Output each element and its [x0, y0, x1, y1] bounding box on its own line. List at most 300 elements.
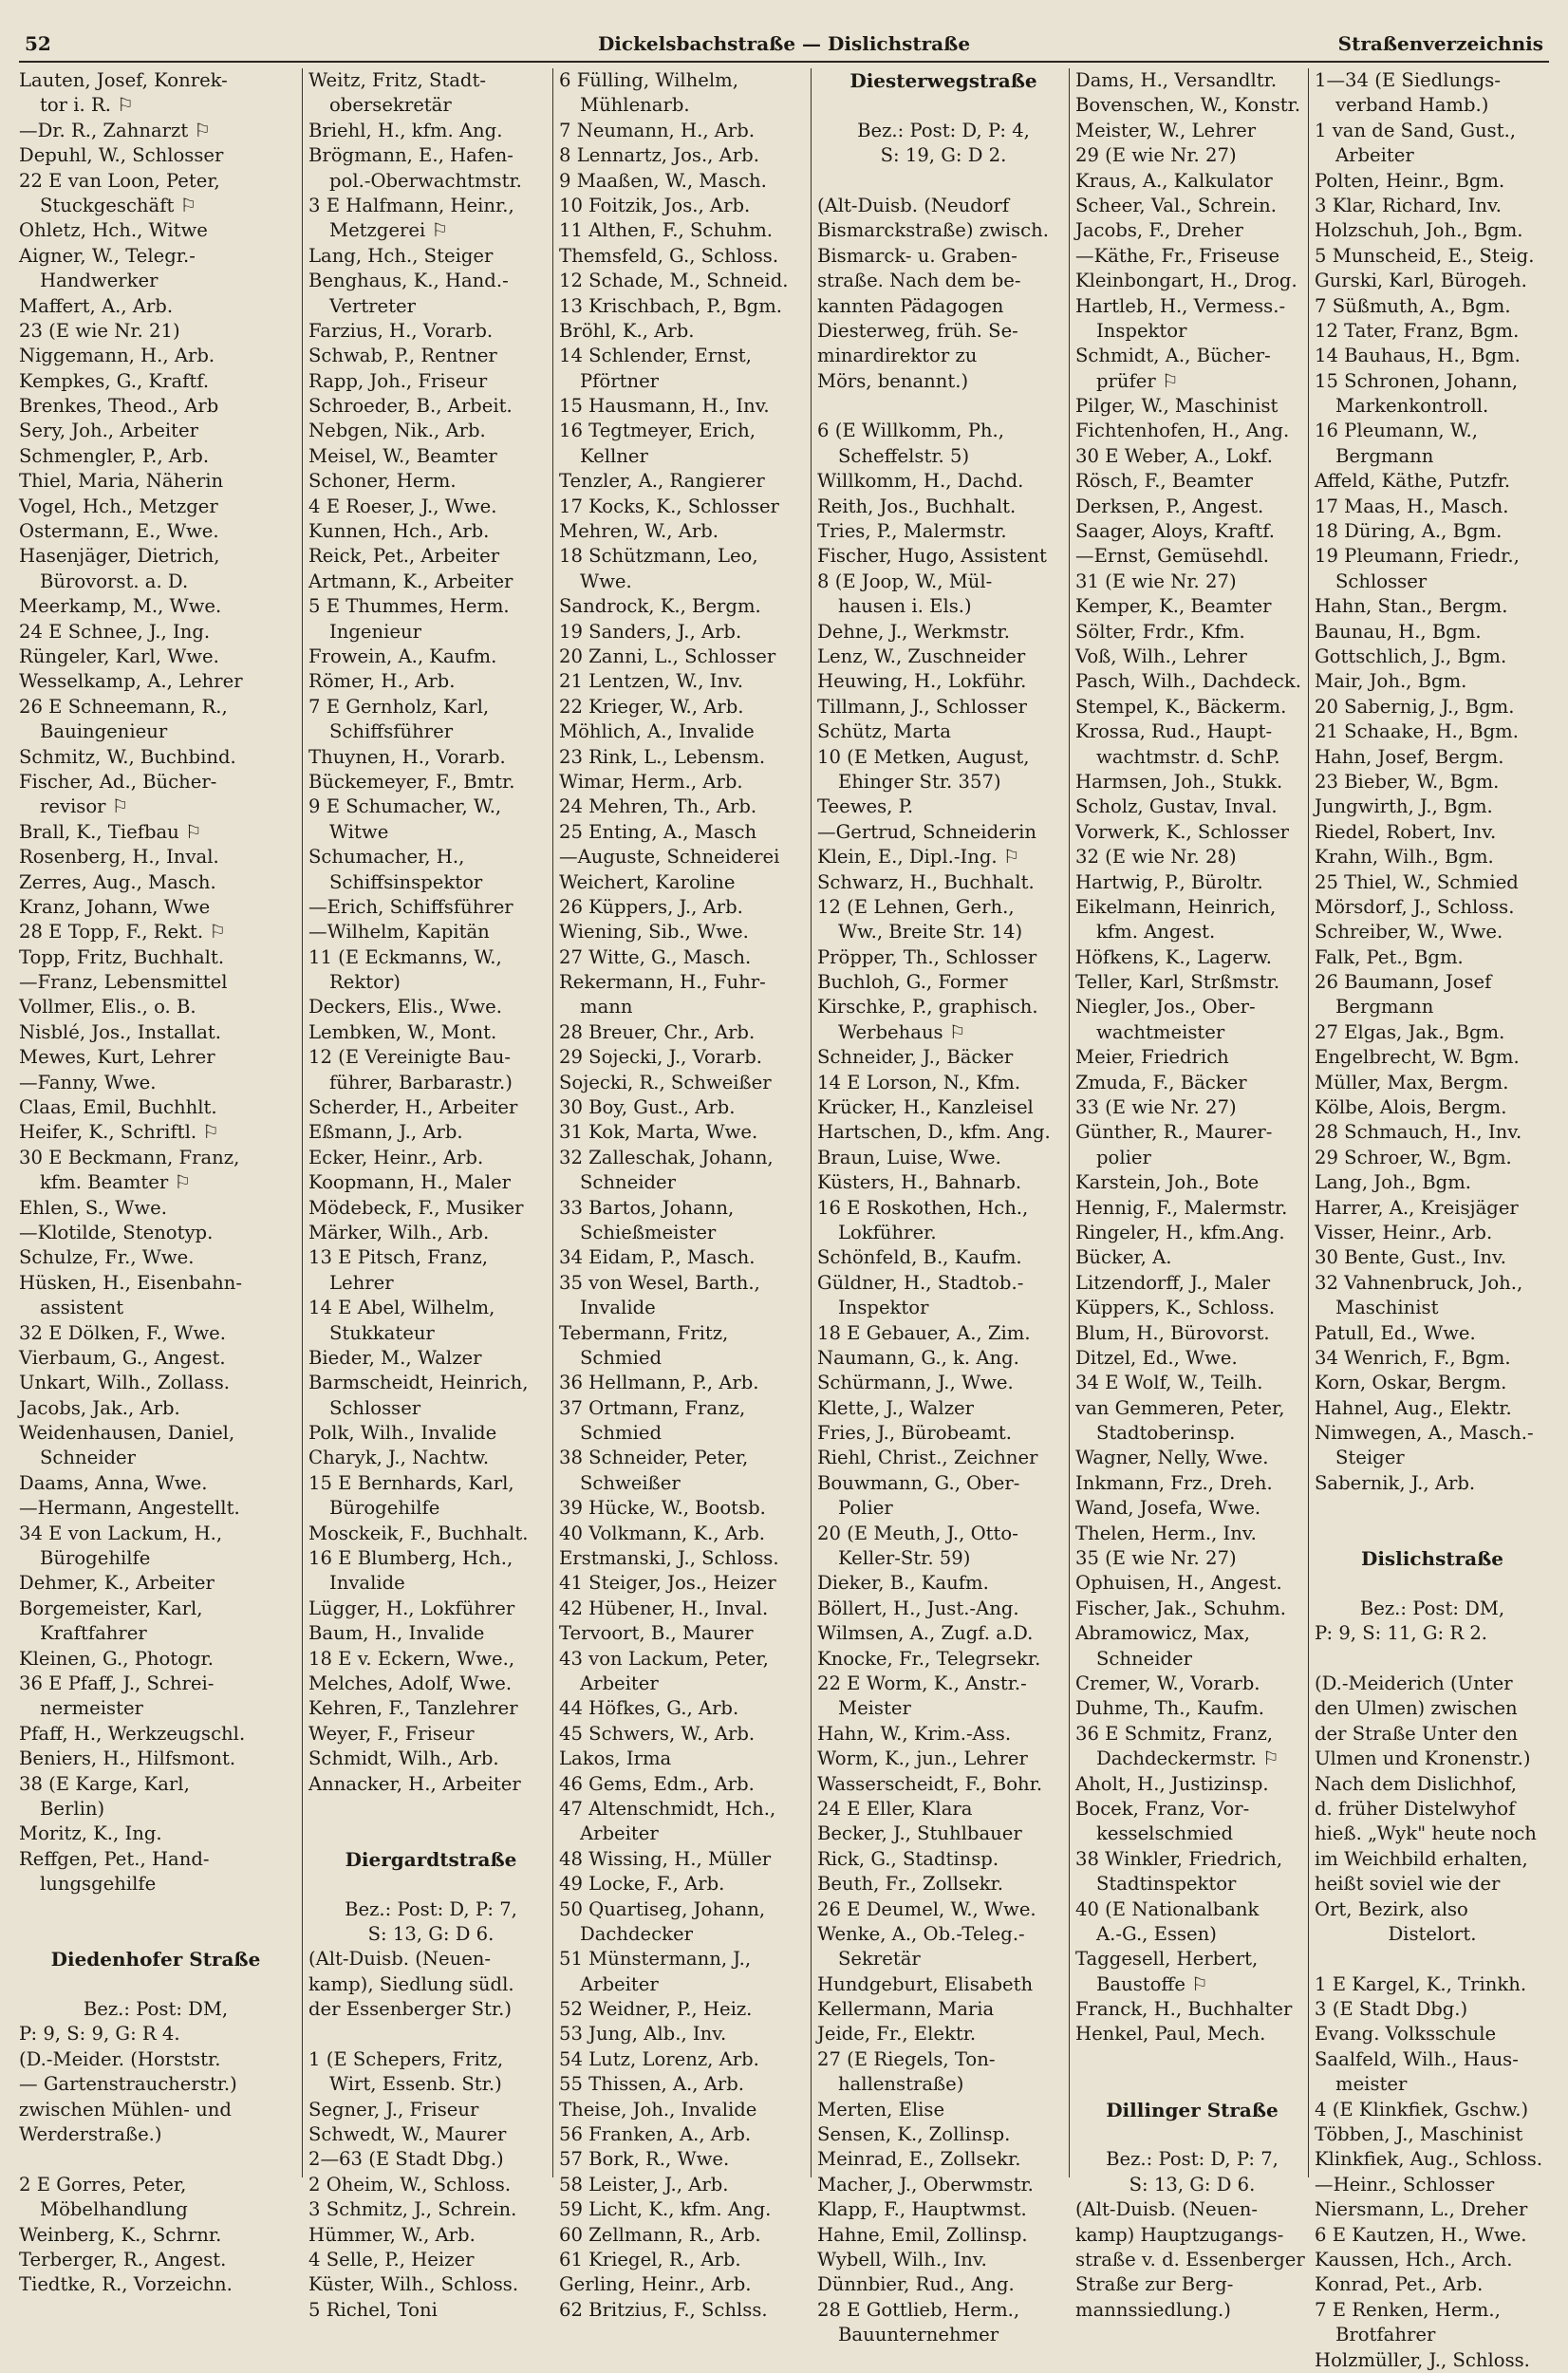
entry-line: Mörs, benannt.) — [817, 369, 969, 392]
entry-line: 1 E Kargel, K., Trinkh. — [1315, 1972, 1527, 1995]
entry-line: Artmann, K., Arbeiter — [308, 570, 513, 592]
entry-line: Eikelmann, Heinrich, — [1075, 895, 1277, 918]
entry-line: straße. Nach dem be- — [817, 270, 1021, 292]
spacer — [308, 1797, 553, 1822]
entry-continuation: obersekretär — [329, 94, 452, 117]
entry-line: Vogel, Hch., Metzger — [19, 495, 218, 517]
entry-line: 9 Maaßen, W., Masch. — [559, 169, 767, 192]
entry-line: 56 Franken, A., Arb. — [559, 2123, 752, 2146]
entry-line: 46 Gems, Edm., Arb. — [559, 1772, 755, 1795]
entry-line: 33 (E wie Nr. 27) — [1075, 1096, 1237, 1119]
entry-line: Erstmanski, J., Schloss. — [559, 1547, 779, 1570]
entry-line: minardirektor zu — [817, 345, 978, 367]
entry-line: Sery, Joh., Arbeiter — [19, 420, 199, 442]
entry-line: 30 E Weber, A., Lokf. — [1075, 444, 1273, 467]
entry-line: 36 E Schmitz, Franz, — [1075, 1722, 1274, 1745]
entry-line: 7 Süßmuth, A., Bgm. — [1315, 294, 1511, 317]
entry-line: 23 (E wie Nr. 21) — [19, 319, 180, 342]
entry-line: 28 Breuer, Chr., Arb. — [559, 1020, 756, 1043]
entry-continuation: Schmied — [580, 1346, 663, 1369]
entry-line: Farzius, H., Vorarb. — [308, 319, 494, 342]
entry-line: 8 Lennartz, Jos., Arb. — [559, 144, 759, 167]
entry-line: Bez.: Post: D, P: 7, — [345, 1897, 517, 1920]
entry-line: Kranz, Johann, Wwe — [19, 895, 211, 918]
entry-continuation: Maschinist — [1335, 1297, 1439, 1319]
entry-line: Macher, J., Oberwmstr. — [817, 2173, 1034, 2195]
entry-line: Schmidt, Wilh., Arb. — [308, 1747, 499, 1770]
entry-line: 35 von Wesel, Barth., — [559, 1271, 760, 1294]
entry-line: Klapp, F., Hauptwmst. — [817, 2198, 1027, 2221]
entry-line: Korn, Oskar, Bergm. — [1315, 1372, 1507, 1394]
entry-line: 36 Hellmann, P., Arb. — [559, 1372, 759, 1394]
entry-line: Franck, H., Buchhalter — [1075, 1998, 1293, 2021]
entry-line: 16 E Blumberg, Hch., — [308, 1547, 513, 1570]
entry-line: der Straße Unter den — [1315, 1722, 1518, 1745]
entry-line: Wimar, Herm., Arb. — [559, 770, 743, 793]
entry-line: 14 Schlender, Ernst, — [559, 345, 752, 367]
entry-line: Kunnen, Hch., Arb. — [308, 520, 490, 543]
entry-line: 12 (E Vereinigte Bau- — [308, 1046, 511, 1069]
entry-line: 38 (E Karge, Karl, — [19, 1772, 190, 1795]
entry-line: Hahn, Josef, Bergm. — [1315, 745, 1504, 768]
entry-continuation: Berlin) — [40, 1797, 105, 1820]
entry-line: 16 E Roskothen, Hch., — [817, 1196, 1029, 1219]
entry-line: 3 (E Stadt Dbg.) — [1315, 1998, 1468, 2021]
entry-line: Sabernik, J., Arb. — [1315, 1471, 1476, 1494]
entry-line: — Gartenstraucherstr.) — [19, 2073, 237, 2096]
entry-line: Mehren, W., Arb. — [559, 520, 719, 543]
entry-line: Wiening, Sib., Wwe. — [559, 921, 749, 944]
entry-line: Tervoort, B., Maurer — [559, 1622, 754, 1645]
entry-line: 29 Sojecki, J., Vorarb. — [559, 1046, 762, 1069]
entry-continuation: Lokführer. — [838, 1221, 937, 1243]
entry-line: 31 (E wie Nr. 27) — [1075, 570, 1237, 592]
entry-line: Höfkens, K., Lagerw. — [1075, 945, 1272, 968]
entry-line: Mair, Joh., Bgm. — [1315, 670, 1467, 693]
entry-line: Ulmen und Kronenstr.) — [1315, 1747, 1531, 1770]
entry-line: zwischen Mühlen- und — [19, 2098, 232, 2121]
spacer — [1315, 1522, 1550, 1546]
spacer — [1315, 1947, 1550, 1971]
entry-line: Schmengler, P., Arb. — [19, 444, 210, 467]
entry-line: Derksen, P., Angest. — [1075, 495, 1264, 517]
entry-continuation: wachtmstr. d. SchP. — [1096, 745, 1280, 768]
entry-continuation: Meister — [838, 1697, 911, 1720]
entry-line: 18 Düring, A., Bgm. — [1315, 520, 1503, 543]
entry-line: Aigner, W., Telegr.- — [19, 244, 196, 267]
entry-line: Cremer, W., Vorarb. — [1075, 1672, 1260, 1694]
entry-continuation: Schiffsführer — [329, 720, 454, 743]
entry-line: Wilmsen, A., Zugf. a.D. — [817, 1622, 1034, 1645]
entry-line: Kehren, F., Tanzlehrer — [308, 1697, 518, 1720]
street-heading: Dillinger Straße — [1106, 2098, 1279, 2121]
spacer — [1075, 2047, 1309, 2072]
entry-continuation: Wirt, Essenb. Str.) — [329, 2073, 502, 2096]
spacer — [1075, 2122, 1309, 2147]
entry-line: Schulze, Fr., Wwe. — [19, 1246, 195, 1269]
entry-line: 5 Richel, Toni — [308, 2298, 438, 2321]
entry-line: 60 Zellmann, R., Arb. — [559, 2223, 761, 2246]
entry-line: 54 Lutz, Lorenz, Arb. — [559, 2047, 759, 2070]
entry-line: 7 E Renken, Herm., — [1315, 2298, 1501, 2321]
entry-line: Claas, Emil, Buchhlt. — [19, 1096, 217, 1119]
entry-line: 20 (E Meuth, J., Otto- — [817, 1522, 1018, 1544]
entry-line: Segner, J., Friseur — [308, 2098, 479, 2121]
entry-line: 45 Schwers, W., Arb. — [559, 1722, 756, 1745]
entry-line: Reffgen, Pet., Hand- — [19, 1847, 210, 1870]
entry-line: Ehlen, S., Wwe. — [19, 1196, 168, 1219]
entry-line: (Alt-Duisb. (Neuen- — [308, 1948, 492, 1971]
entry-line: Teewes, P. — [817, 795, 914, 818]
entry-line: Polk, Wilh., Invalide — [308, 1422, 497, 1445]
entry-line: Küppers, K., Schloss. — [1075, 1297, 1276, 1319]
entry-line: Evang. Volksschule — [1315, 2023, 1497, 2046]
entry-line: Bückemeyer, F., Bmtr. — [308, 770, 515, 793]
entry-line: Schwarz, H., Buchhalt. — [817, 870, 1035, 893]
entry-continuation: Inspektor — [1096, 319, 1187, 342]
entry-continuation: Schweißer — [580, 1471, 681, 1494]
entry-line: Hümmer, W., Arb. — [308, 2223, 476, 2246]
entry-line: 14 E Lorson, N., Kfm. — [817, 1071, 1021, 1093]
entry-line: Bocek, Franz, Vor- — [1075, 1797, 1250, 1820]
entry-line: Lenz, W., Zuschneider — [817, 645, 1026, 667]
entry-line: Ort, Bezirk, also — [1315, 1897, 1468, 1920]
entry-line: 7 Neumann, H., Arb. — [559, 119, 756, 141]
entry-line: Koopmann, H., Maler — [308, 1171, 511, 1194]
entry-line: Mewes, Kurt, Lehrer — [19, 1046, 215, 1069]
entry-line: 38 Winkler, Friedrich, — [1075, 1847, 1283, 1870]
entry-line: Niggemann, H., Arb. — [19, 345, 215, 367]
entry-continuation: Arbeiter — [580, 1672, 659, 1694]
entry-line: Affeld, Käthe, Putzfr. — [1315, 470, 1511, 493]
entry-line: Böllert, H., Just.-Ang. — [817, 1597, 1019, 1619]
entry-continuation: Bürovorst. a. D. — [40, 570, 189, 592]
entry-line: Pilger, W., Maschinist — [1075, 395, 1279, 418]
entry-line: Blum, H., Bürovorst. — [1075, 1321, 1270, 1344]
entry-line: Schwab, P., Rentner — [308, 345, 497, 367]
entry-line: Baunau, H., Bgm. — [1315, 620, 1482, 643]
entry-continuation: meister — [1335, 2073, 1408, 2096]
entry-line: Lang, Hch., Steiger — [308, 244, 494, 267]
entry-line: hieß. „Wyk" heute noch — [1315, 1822, 1537, 1845]
entry-line: Visser, Heinr., Arb. — [1315, 1221, 1493, 1243]
entry-line: 19 Pleumann, Friedr., — [1315, 545, 1520, 568]
page-number: 52 — [25, 32, 51, 55]
entry-line: Fischer, Ad., Bücher- — [19, 770, 217, 793]
entry-continuation: verband Hamb.) — [1335, 94, 1489, 117]
entry-continuation: Witwe — [329, 820, 389, 843]
entry-line: Melches, Adolf, Wwe. — [308, 1672, 513, 1694]
entry-line: Henkel, Paul, Mech. — [1075, 2023, 1266, 2046]
entry-line: 21 Schaake, H., Bgm. — [1315, 720, 1519, 743]
entry-line: Daams, Anna, Wwe. — [19, 1471, 208, 1494]
entry-continuation: Dachdeckermstr. ⚐ — [1096, 1747, 1279, 1770]
entry-continuation: Schneider — [40, 1447, 137, 1469]
spacer — [1315, 1647, 1550, 1672]
entry-line: —Erich, Schiffsführer — [308, 895, 513, 918]
entry-line: Engelbrecht, W. Bgm. — [1315, 1046, 1520, 1069]
entry-line: im Weichbild erhalten, — [1315, 1847, 1528, 1870]
section-title: Straßenverzeichnis — [1337, 32, 1543, 55]
entry-line: Bismarckstraße) zwisch. — [817, 219, 1049, 242]
entry-line: Beniers, H., Hilfsmont. — [19, 1747, 236, 1770]
entry-line: 27 (E Riegels, Ton- — [817, 2047, 996, 2070]
entry-line: Harrer, A., Kreisjäger — [1315, 1196, 1519, 1219]
entry-line: Patull, Ed., Wwe. — [1315, 1321, 1476, 1344]
entry-line: (D.-Meiderich (Unter — [1315, 1672, 1513, 1694]
entry-line: Hartwig, P., Büroltr. — [1075, 870, 1263, 893]
entry-line: Nach dem Dislichhof, — [1315, 1772, 1517, 1795]
entry-line: Sensen, K., Zollinsp. — [817, 2123, 1011, 2146]
entry-line: Küster, Wilh., Schloss. — [308, 2273, 519, 2296]
entry-line: Schmitz, W., Buchbind. — [19, 745, 236, 768]
entry-line: Saager, Aloys, Kraftf. — [1075, 520, 1275, 543]
entry-line: Schumacher, H., — [308, 846, 465, 869]
entry-line: Deckers, Elis., Wwe. — [308, 996, 502, 1018]
entry-continuation: Bürogehilfe — [40, 1547, 151, 1570]
entry-line: Kleinen, G., Photogr. — [19, 1647, 214, 1670]
entry-line: 47 Altenschmidt, Hch., — [559, 1797, 776, 1820]
entry-line: Krücker, H., Kanzleisel — [817, 1096, 1034, 1119]
entry-continuation: Schießmeister — [580, 1221, 717, 1243]
entry-line: 49 Locke, F., Arb. — [559, 1873, 725, 1896]
entry-continuation: Handwerker — [40, 270, 159, 292]
spacer — [1315, 1571, 1550, 1596]
entry-line: Topp, Fritz, Buchhalt. — [19, 945, 225, 968]
entry-line: Wesselkamp, A., Lehrer — [19, 670, 243, 693]
entry-line: —Klotilde, Stenotyp. — [19, 1221, 214, 1243]
entry-continuation: Stukkateur — [329, 1321, 435, 1344]
entry-line: Jacobs, F., Dreher — [1075, 219, 1243, 242]
entry-line: 28 E Topp, F., Rekt. ⚐ — [19, 921, 226, 944]
entry-line: straße v. d. Essenberger — [1075, 2248, 1305, 2270]
entry-line: Scholz, Gustav, Inval. — [1075, 795, 1278, 818]
entry-line: Weinberg, K., Schrnr. — [19, 2223, 222, 2246]
entry-line: 18 E Gebauer, A., Zim. — [817, 1321, 1031, 1344]
entry-line: Briehl, H., kfm. Ang. — [308, 119, 503, 141]
entry-line: Reith, Jos., Buchhalt. — [817, 495, 1017, 517]
entry-continuation: Steiger — [1335, 1447, 1405, 1469]
entry-line: Weidenhausen, Daniel, — [19, 1422, 235, 1445]
entry-line: Günther, R., Maurer- — [1075, 1121, 1273, 1144]
entry-line: 11 (E Eckmanns, W., — [308, 945, 502, 968]
entry-line: Dams, H., Versandltr. — [1075, 69, 1278, 91]
entry-line: Rekermann, H., Fuhr- — [559, 971, 766, 994]
entry-line: Tiedtke, R., Vorzeichn. — [19, 2273, 233, 2296]
entry-line: Duhme, Th., Kaufm. — [1075, 1697, 1264, 1720]
entry-continuation: Baustoffe ⚐ — [1096, 1972, 1208, 1995]
entry-line: Rapp, Joh., Friseur — [308, 369, 488, 392]
entry-line: 1 (E Schepers, Fritz, — [308, 2047, 504, 2070]
entry-continuation: wachtmeister — [1096, 1020, 1225, 1043]
entry-line: Küsters, H., Bahnarb. — [817, 1171, 1022, 1194]
entry-continuation: Ww., Breite Str. 14) — [838, 921, 1023, 944]
entry-line: 58 Leister, J., Arb. — [559, 2173, 729, 2195]
entry-continuation: Invalide — [580, 1297, 656, 1319]
entry-line: kamp), Siedlung südl. — [308, 1972, 514, 1995]
column-2 — [302, 68, 553, 2321]
entry-line: Brall, K., Tiefbau ⚐ — [19, 820, 202, 843]
entry-line: Vollmer, Elis., o. B. — [19, 996, 196, 1018]
entry-line: Kempkes, G., Kraftf. — [19, 369, 210, 392]
entry-line: (D.-Meider. (Horststr. — [19, 2047, 221, 2070]
entry-line: 24 E Schnee, J., Ing. — [19, 620, 211, 643]
entry-line: Werderstraße.) — [19, 2123, 162, 2146]
entry-line: Hahn, Stan., Bergm. — [1315, 595, 1508, 618]
entry-continuation: Arbeiter — [1335, 144, 1414, 167]
entry-line: Eßmann, J., Arb. — [308, 1121, 463, 1144]
entry-line: Klinkfiek, Aug., Schloss. — [1315, 2148, 1543, 2171]
entry-line: 20 Sabernig, J., Bgm. — [1315, 695, 1515, 718]
entry-line: Schreiber, W., Wwe. — [1315, 921, 1503, 944]
entry-line: 35 (E wie Nr. 27) — [1075, 1547, 1237, 1570]
entry-line: Distelort. — [1388, 1922, 1477, 1945]
entry-continuation: Ingenieur — [329, 620, 421, 643]
entry-continuation: Stadtinspektor — [1096, 1873, 1237, 1896]
entry-line: Frowein, A., Kaufm. — [308, 645, 497, 667]
entry-line: 17 Kocks, K., Schlosser — [559, 495, 779, 517]
entry-line: 12 (E Lehnen, Gerh., — [817, 895, 1015, 918]
entry-line: 15 E Bernhards, Karl, — [308, 1471, 514, 1494]
entry-line: Jungwirth, J., Bgm. — [1315, 795, 1493, 818]
entry-line: Dehmer, K., Arbeiter — [19, 1572, 215, 1595]
entry-line: Fries, J., Bürobeamt. — [817, 1422, 1013, 1445]
entry-line: Kraus, A., Kalkulator — [1075, 169, 1273, 192]
entry-continuation: Brotfahrer — [1335, 2324, 1436, 2346]
entry-line: Meinrad, E., Zollsekr. — [817, 2148, 1021, 2171]
entry-continuation: Bauunternehmer — [838, 2324, 999, 2346]
entry-line: Moritz, K., Ing. — [19, 1822, 162, 1845]
entry-line: Heifer, K., Schriftl. ⚐ — [19, 1121, 219, 1144]
entry-line: der Essenberger Str.) — [308, 1998, 512, 2021]
entry-line: 8 (E Joop, W., Mül- — [817, 570, 993, 592]
entry-line: Lembken, W., Mont. — [308, 1020, 497, 1043]
entry-line: Bieder, M., Walzer — [308, 1346, 482, 1369]
entry-line: 57 Bork, R., Wwe. — [559, 2148, 730, 2171]
entry-continuation: nermeister — [40, 1697, 143, 1720]
entry-line: 7 E Gernholz, Karl, — [308, 695, 490, 718]
entry-continuation: Dachdecker — [580, 1922, 693, 1945]
entry-continuation: Ehinger Str. 357) — [838, 770, 1001, 793]
entry-continuation: Bürogehilfe — [329, 1497, 440, 1520]
entry-line: Vorwerk, K., Schlosser — [1075, 820, 1290, 843]
entry-line: 4 (E Klinkfiek, Gschw.) — [1315, 2098, 1529, 2121]
entry-line: Fischer, Jak., Schuhm. — [1075, 1597, 1286, 1619]
page-title: Dickelsbachstraße — Dislichstraße — [597, 32, 971, 55]
entry-line: 16 Pleumann, W., — [1315, 420, 1478, 442]
entry-line: —Gertrud, Schneiderin — [817, 820, 1036, 843]
entry-line: 16 Tegtmeyer, Erich, — [559, 420, 756, 442]
entry-continuation: Lehrer — [329, 1271, 394, 1294]
entry-line: —Heinr., Schlosser — [1315, 2173, 1495, 2195]
entry-continuation: Polier — [838, 1497, 893, 1520]
entry-line: 6 (E Willkomm, Ph., — [817, 420, 1005, 442]
entry-continuation: hallenstraße) — [838, 2073, 964, 2096]
entry-line: Hahnel, Aug., Elektr. — [1315, 1396, 1512, 1419]
entry-continuation: Inspektor — [838, 1297, 929, 1319]
entry-line: Naumann, G., k. Ang. — [817, 1346, 1019, 1369]
entry-line: Rick, G., Stadtinsp. — [817, 1847, 999, 1870]
entry-line: 24 Mehren, Th., Arb. — [559, 795, 757, 818]
entry-line: 6 Fülling, Wilhelm, — [559, 69, 738, 91]
entry-line: 23 Bieber, W., Bgm. — [1315, 770, 1500, 793]
entry-line: Mörsdorf, J., Schloss. — [1315, 895, 1515, 918]
entry-continuation: Bergmann — [1335, 444, 1434, 467]
entry-line: Dehne, J., Werkmstr. — [817, 620, 1010, 643]
entry-line: Tenzler, A., Rangierer — [559, 470, 765, 493]
spacer — [1075, 2072, 1309, 2097]
entry-line: Polten, Heinr., Bgm. — [1315, 169, 1505, 192]
entry-continuation: Markenkontroll. — [1335, 395, 1489, 418]
entry-line: Barmscheidt, Heinrich, — [308, 1372, 529, 1394]
entry-continuation: mann — [580, 996, 633, 1018]
entry-line: Niegler, Jos., Ober- — [1075, 996, 1256, 1018]
entry-line: 22 E van Loon, Peter, — [19, 169, 220, 192]
entry-line: Gottschlich, J., Bgm. — [1315, 645, 1507, 667]
entry-line: 25 Enting, A., Masch — [559, 820, 757, 843]
entry-line: Pfaff, H., Werkzeugschl. — [19, 1722, 246, 1745]
entry-line: Kemper, K., Beamter — [1075, 595, 1272, 618]
entry-line: Nisblé, Jos., Installat. — [19, 1020, 222, 1043]
entry-line: Schroeder, B., Arbeit. — [308, 395, 513, 418]
entry-continuation: Pförtner — [580, 369, 660, 392]
entry-line: Becker, J., Stuhlbauer — [817, 1822, 1022, 1845]
entry-line: Riehl, Christ., Zeichner — [817, 1447, 1038, 1469]
entry-line: Märker, Wilh., Arb. — [308, 1221, 490, 1243]
columns — [19, 68, 1549, 2371]
entry-line: Sojecki, R., Schweißer — [559, 1071, 772, 1093]
entry-line: Wand, Josefa, Wwe. — [1075, 1497, 1261, 1520]
entry-line: Hennig, F., Malermstr. — [1075, 1196, 1288, 1219]
entry-line: 32 (E wie Nr. 28) — [1075, 846, 1237, 869]
entry-line: Ditzel, Ed., Wwe. — [1075, 1346, 1238, 1369]
entry-line: 19 Sanders, J., Arb. — [559, 620, 742, 643]
column-6 — [1308, 68, 1550, 2371]
entry-line: Ecker, Heinr., Arb. — [308, 1146, 484, 1168]
entry-line: 1—34 (E Siedlungs- — [1315, 69, 1501, 91]
entry-line: —Ernst, Gemüsehdl. — [1075, 545, 1270, 568]
entry-line: Meerkamp, M., Wwe. — [19, 595, 222, 618]
entry-line: Braun, Luise, Wwe. — [817, 1146, 1001, 1168]
entry-line: Kölbe, Alois, Bergm. — [1315, 1096, 1507, 1119]
entry-line: Mosckeik, F., Buchhalt. — [308, 1522, 529, 1544]
entry-line: 4 Selle, P., Heizer — [308, 2248, 475, 2270]
entry-continuation: Schiffsinspektor — [329, 870, 483, 893]
entry-line: 41 Steiger, Jos., Heizer — [559, 1572, 776, 1595]
entry-line: 5 E Thummes, Herm. — [308, 595, 510, 618]
entry-line: 21 Lentzen, W., Inv. — [559, 670, 743, 693]
entry-line: Weitz, Fritz, Stadt- — [308, 69, 486, 91]
entry-line: Wagner, Nelly, Wwe. — [1075, 1447, 1269, 1469]
entry-line: —Auguste, Schneiderei — [559, 846, 780, 869]
entry-line: Schürmann, J., Wwe. — [817, 1372, 1014, 1394]
entry-line: 12 Tater, Franz, Bgm. — [1315, 319, 1520, 342]
entry-continuation: Schneider — [1096, 1647, 1193, 1670]
entry-line: d. früher Distelwyhof — [1315, 1797, 1516, 1820]
entry-continuation: Schlosser — [1335, 570, 1428, 592]
entry-line: Buchloh, G., Former — [817, 971, 1008, 994]
entry-line: Worm, K., jun., Lehrer — [817, 1747, 1028, 1770]
entry-continuation: polier — [1096, 1146, 1151, 1168]
entry-line: Sandrock, K., Bergm. — [559, 595, 761, 618]
entry-line: kannten Pädagogen — [817, 294, 1004, 317]
entry-continuation: pol.-Oberwachtmstr. — [329, 169, 522, 192]
spacer — [817, 169, 1070, 194]
entry-line: Bez.: Post: D, P: 7, — [1106, 2148, 1279, 2171]
street-heading: Diesterwegstraße — [849, 69, 1037, 92]
entry-continuation: Schneider — [580, 1171, 677, 1194]
entry-line: Lakos, Irma — [559, 1747, 672, 1770]
